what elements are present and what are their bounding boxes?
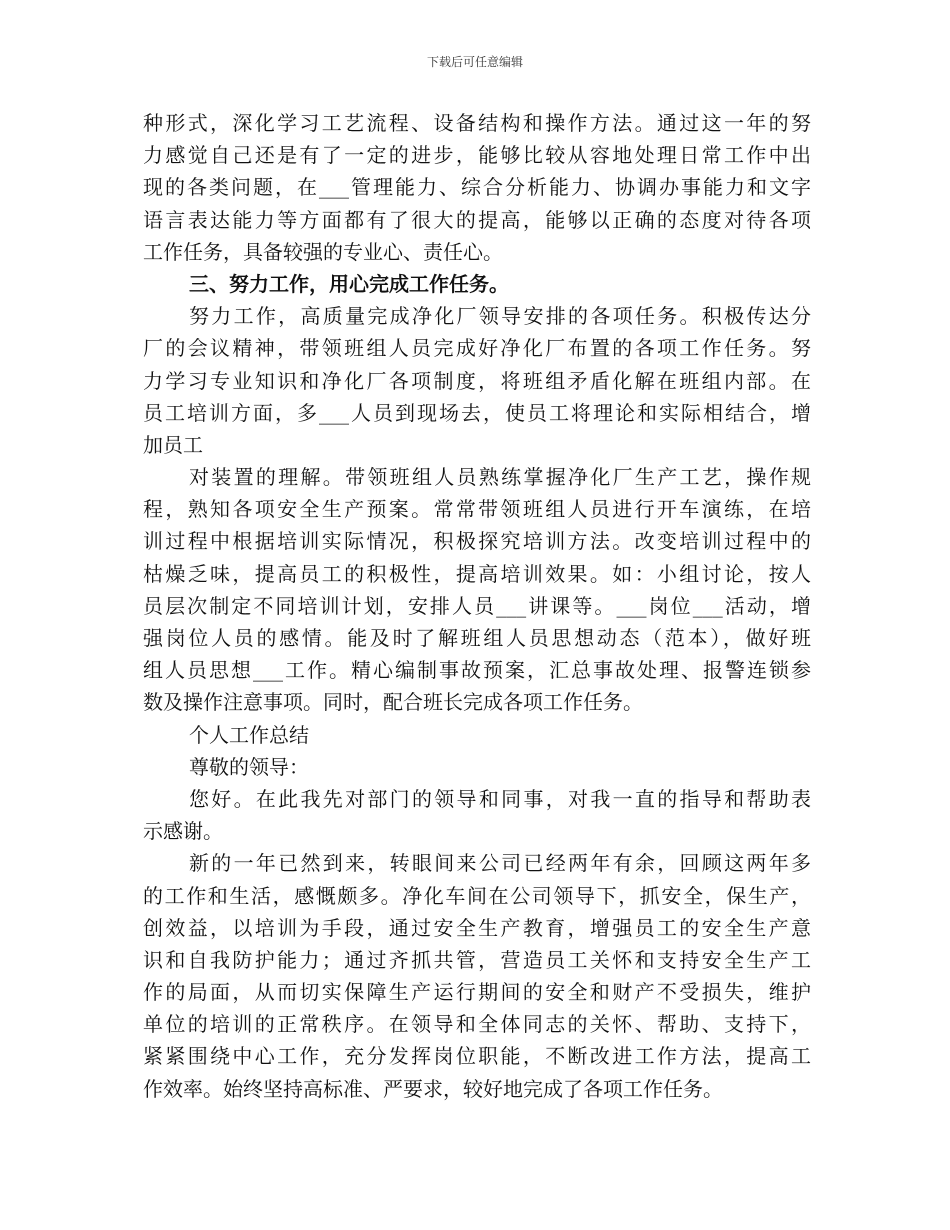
text-line: 的工作和生活，感慨颇多。净化车间在公司领导下，抓安全，保生产， [143, 883, 811, 908]
text-line: 创效益，以培训为手段，通过安全生产教育，增强员工的安全生产意 [143, 915, 811, 940]
text-line: 种形式，深化学习工艺流程、设备结构和操作方法。通过这一年的努 [143, 111, 811, 135]
text-line: 单位的培训的正常秩序。在领导和全体同志的关怀、帮助、支持下， [143, 1012, 811, 1037]
text-line: 紧紧围绕中心工作，充分发挥岗位职能，不断改进工作方法，提高工 [143, 1044, 811, 1069]
text-line: 工作任务，具备较强的专业心、责任心。 [143, 239, 503, 264]
text-line: 厂的会议精神，带领班组人员完成好净化厂布置的各项工作任务。努 [143, 336, 811, 361]
text-line: 作效率。始终坚持高标准、严要求，较好地完成了各项工作任务。 [143, 1076, 723, 1101]
text-line: 程，熟知各项安全生产预案。常常带领班组人员进行开车演练，在培 [143, 497, 811, 522]
text-line: 语言表达能力等方面都有了很大的提高，能够以正确的态度对待各项 [143, 207, 811, 232]
document-title: 个人工作总结 [189, 722, 309, 747]
document-body [143, 107, 811, 1105]
text-line: 力感觉自己还是有了一定的进步，能够比较从容地处理日常工作中出 [143, 143, 811, 168]
text-line: 员工培训方面，多___人员到现场去，使员工将理论和实际相结合，增 [143, 400, 811, 425]
text-line: 加员工 [143, 432, 203, 457]
text-line: 对装置的理解。带领班组人员熟练掌握净化厂生产工艺，操作规 [189, 465, 811, 490]
text-line: 数及操作注意事项。同时，配合班长完成各项工作任务。 [143, 690, 643, 715]
page-header: 下载后可任意编辑 [426, 55, 523, 69]
text-line: 努力工作，高质量完成净化厂领导安排的各项任务。积极传达分 [189, 304, 811, 329]
text-line: 您好。在此我先对部门的领导和同事，对我一直的指导和帮助表 [189, 786, 811, 811]
text-line: 示感谢。 [143, 819, 223, 844]
text-line: 作的局面，从而切实保障生产运行期间的安全和财产不受损失，维护 [143, 980, 811, 1005]
text-line: 新的一年已然到来，转眼间来公司已经两年有余，回顾这两年多 [189, 851, 811, 876]
text-line: 强岗位人员的感情。能及时了解班组人员思想动态（范本），做好班 [143, 626, 811, 650]
text-line: 力学习专业知识和净化厂各项制度，将班组矛盾化解在班组内部。在 [143, 368, 811, 393]
text-line: 员层次制定不同培训计划，安排人员___讲课等。___岗位___活动，增 [143, 593, 811, 618]
text-line: 现的各类问题，在___管理能力、综合分析能力、协调办事能力和文字 [143, 175, 811, 200]
salutation: 尊敬的领导： [189, 754, 309, 779]
text-line: 识和自我防护能力；通过齐抓共管，营造员工关怀和支持安全生产工 [143, 947, 811, 972]
text-line: 组人员思想___工作。精心编制事故预案，汇总事故处理、报警连锁参 [143, 658, 811, 683]
text-line: 训过程中根据培训实际情况，积极探究培训方法。改变培训过程中的 [143, 529, 811, 554]
section-heading: 三、努力工作，用心完成工作任务。 [189, 271, 509, 296]
text-line: 枯燥乏味，提高员工的积极性，提高培训效果。如：小组讨论，按人 [143, 561, 811, 586]
